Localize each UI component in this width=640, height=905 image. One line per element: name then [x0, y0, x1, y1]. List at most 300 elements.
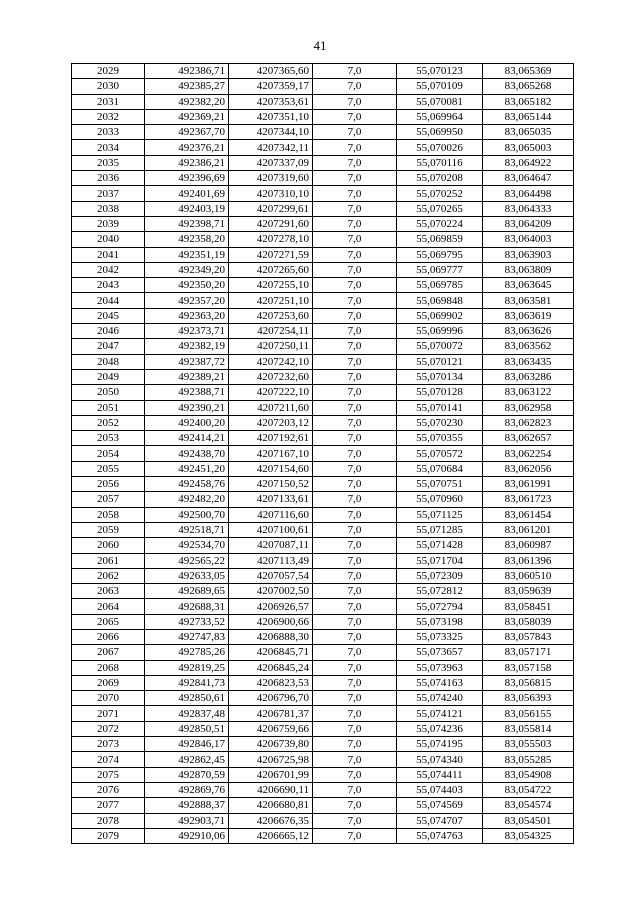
y-coordinate-cell: 4207365,60: [229, 64, 313, 79]
table-row: [72, 385, 574, 400]
height-cell: 7,0: [313, 354, 397, 369]
table-row: [72, 400, 574, 415]
point-number-cell: 2033: [72, 125, 145, 140]
longitude-cell: 83,065003: [483, 140, 574, 155]
latitude-cell: 55,073657: [397, 645, 483, 660]
x-coordinate-cell: 492398,71: [145, 216, 229, 231]
point-number-cell: 2044: [72, 293, 145, 308]
table-row: [72, 354, 574, 369]
longitude-cell: 83,065144: [483, 109, 574, 124]
longitude-cell: 83,057158: [483, 660, 574, 675]
y-coordinate-cell: 4207265,60: [229, 262, 313, 277]
height-cell: 7,0: [313, 64, 397, 79]
point-number-cell: 2057: [72, 492, 145, 507]
longitude-cell: 83,064498: [483, 186, 574, 201]
y-coordinate-cell: 4207250,11: [229, 339, 313, 354]
point-number-cell: 2052: [72, 415, 145, 430]
y-coordinate-cell: 4206845,71: [229, 645, 313, 660]
height-cell: 7,0: [313, 308, 397, 323]
x-coordinate-cell: 492351,19: [145, 247, 229, 262]
table-row: [72, 155, 574, 170]
longitude-cell: 83,064922: [483, 155, 574, 170]
y-coordinate-cell: 4207271,59: [229, 247, 313, 262]
y-coordinate-cell: 4207291,60: [229, 216, 313, 231]
y-coordinate-cell: 4207342,11: [229, 140, 313, 155]
table-row: [72, 278, 574, 293]
table-row: [72, 629, 574, 644]
page-number: 41: [313, 38, 327, 53]
longitude-cell: 83,063122: [483, 385, 574, 400]
latitude-cell: 55,069777: [397, 262, 483, 277]
point-number-cell: 2070: [72, 691, 145, 706]
point-number-cell: 2035: [72, 155, 145, 170]
x-coordinate-cell: 492376,21: [145, 140, 229, 155]
height-cell: 7,0: [313, 782, 397, 797]
height-cell: 7,0: [313, 767, 397, 782]
table-row: [72, 813, 574, 828]
point-number-cell: 2046: [72, 324, 145, 339]
x-coordinate-cell: 492401,69: [145, 186, 229, 201]
point-number-cell: 2031: [72, 94, 145, 109]
table-row: [72, 782, 574, 797]
table-row: [72, 232, 574, 247]
y-coordinate-cell: 4207167,10: [229, 446, 313, 461]
height-cell: 7,0: [313, 660, 397, 675]
table-row: [72, 507, 574, 522]
x-coordinate-cell: 492689,65: [145, 584, 229, 599]
y-coordinate-cell: 4207351,10: [229, 109, 313, 124]
latitude-cell: 55,073325: [397, 629, 483, 644]
y-coordinate-cell: 4206725,98: [229, 752, 313, 767]
y-coordinate-cell: 4207100,61: [229, 522, 313, 537]
table-row: [72, 522, 574, 537]
table-row: [72, 538, 574, 553]
x-coordinate-cell: 492382,20: [145, 94, 229, 109]
x-coordinate-cell: 492518,71: [145, 522, 229, 537]
point-number-cell: 2030: [72, 79, 145, 94]
table-row: [72, 216, 574, 231]
latitude-cell: 55,073963: [397, 660, 483, 675]
y-coordinate-cell: 4207154,60: [229, 461, 313, 476]
table-row: [72, 691, 574, 706]
x-coordinate-cell: 492862,45: [145, 752, 229, 767]
y-coordinate-cell: 4207337,09: [229, 155, 313, 170]
latitude-cell: 55,073198: [397, 614, 483, 629]
y-coordinate-cell: 4207254,11: [229, 324, 313, 339]
longitude-cell: 83,063581: [483, 293, 574, 308]
point-number-cell: 2053: [72, 431, 145, 446]
point-number-cell: 2078: [72, 813, 145, 828]
height-cell: 7,0: [313, 109, 397, 124]
y-coordinate-cell: 4207299,61: [229, 201, 313, 216]
point-number-cell: 2056: [72, 477, 145, 492]
height-cell: 7,0: [313, 706, 397, 721]
latitude-cell: 55,070026: [397, 140, 483, 155]
point-number-cell: 2065: [72, 614, 145, 629]
point-number-cell: 2029: [72, 64, 145, 79]
height-cell: 7,0: [313, 568, 397, 583]
latitude-cell: 55,070109: [397, 79, 483, 94]
x-coordinate-cell: 492747,83: [145, 629, 229, 644]
latitude-cell: 55,074163: [397, 675, 483, 690]
longitude-cell: 83,055285: [483, 752, 574, 767]
longitude-cell: 83,054908: [483, 767, 574, 782]
table-row: [72, 706, 574, 721]
table-row: [72, 369, 574, 384]
table-row: [72, 737, 574, 752]
x-coordinate-cell: 492438,70: [145, 446, 229, 461]
y-coordinate-cell: 4207251,10: [229, 293, 313, 308]
table-row: [72, 767, 574, 782]
table-row: [72, 94, 574, 109]
table-row: [72, 308, 574, 323]
y-coordinate-cell: 4206739,80: [229, 737, 313, 752]
height-cell: 7,0: [313, 201, 397, 216]
x-coordinate-cell: 492846,17: [145, 737, 229, 752]
y-coordinate-cell: 4206888,30: [229, 629, 313, 644]
latitude-cell: 55,074403: [397, 782, 483, 797]
latitude-cell: 55,070355: [397, 431, 483, 446]
height-cell: 7,0: [313, 431, 397, 446]
x-coordinate-cell: 492910,06: [145, 828, 229, 843]
point-number-cell: 2075: [72, 767, 145, 782]
latitude-cell: 55,072812: [397, 584, 483, 599]
height-cell: 7,0: [313, 171, 397, 186]
x-coordinate-cell: 492819,25: [145, 660, 229, 675]
table-row: [72, 247, 574, 262]
latitude-cell: 55,074763: [397, 828, 483, 843]
height-cell: 7,0: [313, 186, 397, 201]
latitude-cell: 55,070128: [397, 385, 483, 400]
longitude-cell: 83,062657: [483, 431, 574, 446]
x-coordinate-cell: 492869,76: [145, 782, 229, 797]
latitude-cell: 55,070134: [397, 369, 483, 384]
table-row: [72, 262, 574, 277]
longitude-cell: 83,064333: [483, 201, 574, 216]
point-number-cell: 2037: [72, 186, 145, 201]
latitude-cell: 55,069848: [397, 293, 483, 308]
point-number-cell: 2067: [72, 645, 145, 660]
longitude-cell: 83,063903: [483, 247, 574, 262]
table-row: [72, 201, 574, 216]
longitude-cell: 83,063645: [483, 278, 574, 293]
y-coordinate-cell: 4207211,60: [229, 400, 313, 415]
longitude-cell: 83,063435: [483, 354, 574, 369]
x-coordinate-cell: 492850,51: [145, 721, 229, 736]
latitude-cell: 55,070684: [397, 461, 483, 476]
height-cell: 7,0: [313, 232, 397, 247]
table-row: [72, 431, 574, 446]
height-cell: 7,0: [313, 599, 397, 614]
point-number-cell: 2054: [72, 446, 145, 461]
longitude-cell: 83,056393: [483, 691, 574, 706]
y-coordinate-cell: 4207253,60: [229, 308, 313, 323]
point-number-cell: 2063: [72, 584, 145, 599]
x-coordinate-cell: 492888,37: [145, 798, 229, 813]
table-row: [72, 660, 574, 675]
latitude-cell: 55,071125: [397, 507, 483, 522]
longitude-cell: 83,064647: [483, 171, 574, 186]
table-row: [72, 584, 574, 599]
x-coordinate-cell: 492688,31: [145, 599, 229, 614]
x-coordinate-cell: 492387,72: [145, 354, 229, 369]
point-number-cell: 2055: [72, 461, 145, 476]
x-coordinate-cell: 492400,20: [145, 415, 229, 430]
x-coordinate-cell: 492357,20: [145, 293, 229, 308]
longitude-cell: 83,055814: [483, 721, 574, 736]
longitude-cell: 83,060987: [483, 538, 574, 553]
height-cell: 7,0: [313, 675, 397, 690]
point-number-cell: 2073: [72, 737, 145, 752]
x-coordinate-cell: 492386,71: [145, 64, 229, 79]
latitude-cell: 55,074240: [397, 691, 483, 706]
latitude-cell: 55,071285: [397, 522, 483, 537]
table-row: [72, 125, 574, 140]
height-cell: 7,0: [313, 828, 397, 843]
point-number-cell: 2034: [72, 140, 145, 155]
x-coordinate-cell: 492363,20: [145, 308, 229, 323]
point-number-cell: 2060: [72, 538, 145, 553]
y-coordinate-cell: 4206845,24: [229, 660, 313, 675]
latitude-cell: 55,070230: [397, 415, 483, 430]
table-row: [72, 599, 574, 614]
latitude-cell: 55,072794: [397, 599, 483, 614]
table-row: [72, 171, 574, 186]
table-row: [72, 324, 574, 339]
latitude-cell: 55,070208: [397, 171, 483, 186]
height-cell: 7,0: [313, 721, 397, 736]
longitude-cell: 83,054325: [483, 828, 574, 843]
height-cell: 7,0: [313, 629, 397, 644]
y-coordinate-cell: 4207133,61: [229, 492, 313, 507]
x-coordinate-cell: 492565,22: [145, 553, 229, 568]
table-row: [72, 614, 574, 629]
height-cell: 7,0: [313, 155, 397, 170]
table-row: [72, 140, 574, 155]
latitude-cell: 55,070252: [397, 186, 483, 201]
latitude-cell: 55,070960: [397, 492, 483, 507]
point-number-cell: 2039: [72, 216, 145, 231]
latitude-cell: 55,071704: [397, 553, 483, 568]
y-coordinate-cell: 4206796,70: [229, 691, 313, 706]
point-number-cell: 2048: [72, 354, 145, 369]
longitude-cell: 83,061396: [483, 553, 574, 568]
y-coordinate-cell: 4207192,61: [229, 431, 313, 446]
longitude-cell: 83,058039: [483, 614, 574, 629]
latitude-cell: 55,074569: [397, 798, 483, 813]
longitude-cell: 83,057171: [483, 645, 574, 660]
longitude-cell: 83,065182: [483, 94, 574, 109]
y-coordinate-cell: 4207002,50: [229, 584, 313, 599]
table-row: [72, 109, 574, 124]
table-row: [72, 675, 574, 690]
point-number-cell: 2042: [72, 262, 145, 277]
longitude-cell: 83,062056: [483, 461, 574, 476]
table-row: [72, 492, 574, 507]
y-coordinate-cell: 4207310,10: [229, 186, 313, 201]
height-cell: 7,0: [313, 538, 397, 553]
y-coordinate-cell: 4207232,60: [229, 369, 313, 384]
longitude-cell: 83,058451: [483, 599, 574, 614]
height-cell: 7,0: [313, 293, 397, 308]
height-cell: 7,0: [313, 216, 397, 231]
longitude-cell: 83,063286: [483, 369, 574, 384]
table-row: [72, 752, 574, 767]
y-coordinate-cell: 4207057,54: [229, 568, 313, 583]
table-row: [72, 186, 574, 201]
y-coordinate-cell: 4207087,11: [229, 538, 313, 553]
table-row: [72, 645, 574, 660]
table-row: [72, 568, 574, 583]
latitude-cell: 55,070121: [397, 354, 483, 369]
latitude-cell: 55,069795: [397, 247, 483, 262]
point-number-cell: 2077: [72, 798, 145, 813]
longitude-cell: 83,061991: [483, 477, 574, 492]
table-row: [72, 79, 574, 94]
y-coordinate-cell: 4207116,60: [229, 507, 313, 522]
longitude-cell: 83,061723: [483, 492, 574, 507]
height-cell: 7,0: [313, 369, 397, 384]
y-coordinate-cell: 4207255,10: [229, 278, 313, 293]
height-cell: 7,0: [313, 798, 397, 813]
height-cell: 7,0: [313, 645, 397, 660]
latitude-cell: 55,069859: [397, 232, 483, 247]
latitude-cell: 55,070751: [397, 477, 483, 492]
x-coordinate-cell: 492369,21: [145, 109, 229, 124]
height-cell: 7,0: [313, 278, 397, 293]
height-cell: 7,0: [313, 477, 397, 492]
x-coordinate-cell: 492837,48: [145, 706, 229, 721]
point-number-cell: 2040: [72, 232, 145, 247]
point-number-cell: 2066: [72, 629, 145, 644]
longitude-cell: 83,059639: [483, 584, 574, 599]
longitude-cell: 83,054574: [483, 798, 574, 813]
y-coordinate-cell: 4206900,66: [229, 614, 313, 629]
y-coordinate-cell: 4206676,35: [229, 813, 313, 828]
longitude-cell: 83,063809: [483, 262, 574, 277]
x-coordinate-cell: 492500,70: [145, 507, 229, 522]
longitude-cell: 83,057843: [483, 629, 574, 644]
x-coordinate-cell: 492534,70: [145, 538, 229, 553]
point-number-cell: 2045: [72, 308, 145, 323]
x-coordinate-cell: 492841,73: [145, 675, 229, 690]
height-cell: 7,0: [313, 813, 397, 828]
table-row: [72, 798, 574, 813]
table-row: [72, 446, 574, 461]
height-cell: 7,0: [313, 446, 397, 461]
table-row: [72, 553, 574, 568]
longitude-cell: 83,065035: [483, 125, 574, 140]
latitude-cell: 55,074195: [397, 737, 483, 752]
x-coordinate-cell: 492451,20: [145, 461, 229, 476]
height-cell: 7,0: [313, 247, 397, 262]
latitude-cell: 55,074707: [397, 813, 483, 828]
point-number-cell: 2049: [72, 369, 145, 384]
y-coordinate-cell: 4206759,66: [229, 721, 313, 736]
x-coordinate-cell: 492390,21: [145, 400, 229, 415]
longitude-cell: 83,063562: [483, 339, 574, 354]
latitude-cell: 55,069950: [397, 125, 483, 140]
point-number-cell: 2061: [72, 553, 145, 568]
longitude-cell: 83,056815: [483, 675, 574, 690]
y-coordinate-cell: 4206690,11: [229, 782, 313, 797]
y-coordinate-cell: 4207359,17: [229, 79, 313, 94]
latitude-cell: 55,074340: [397, 752, 483, 767]
point-number-cell: 2079: [72, 828, 145, 843]
point-number-cell: 2050: [72, 385, 145, 400]
x-coordinate-cell: 492903,71: [145, 813, 229, 828]
longitude-cell: 83,063619: [483, 308, 574, 323]
table-body: [72, 64, 574, 844]
point-number-cell: 2047: [72, 339, 145, 354]
height-cell: 7,0: [313, 507, 397, 522]
longitude-cell: 83,064209: [483, 216, 574, 231]
longitude-cell: 83,063626: [483, 324, 574, 339]
y-coordinate-cell: 4207344,10: [229, 125, 313, 140]
longitude-cell: 83,054501: [483, 813, 574, 828]
y-coordinate-cell: 4206781,37: [229, 706, 313, 721]
longitude-cell: 83,054722: [483, 782, 574, 797]
latitude-cell: 55,069785: [397, 278, 483, 293]
height-cell: 7,0: [313, 415, 397, 430]
x-coordinate-cell: 492458,76: [145, 477, 229, 492]
table-row: [72, 828, 574, 843]
x-coordinate-cell: 492396,69: [145, 171, 229, 186]
x-coordinate-cell: 492482,20: [145, 492, 229, 507]
point-number-cell: 2072: [72, 721, 145, 736]
latitude-cell: 55,070116: [397, 155, 483, 170]
table-row: [72, 339, 574, 354]
height-cell: 7,0: [313, 614, 397, 629]
x-coordinate-cell: 492785,26: [145, 645, 229, 660]
latitude-cell: 55,070224: [397, 216, 483, 231]
y-coordinate-cell: 4206701,99: [229, 767, 313, 782]
y-coordinate-cell: 4207150,52: [229, 477, 313, 492]
height-cell: 7,0: [313, 125, 397, 140]
latitude-cell: 55,070081: [397, 94, 483, 109]
point-number-cell: 2041: [72, 247, 145, 262]
height-cell: 7,0: [313, 752, 397, 767]
x-coordinate-cell: 492733,52: [145, 614, 229, 629]
table-row: [72, 477, 574, 492]
longitude-cell: 83,064003: [483, 232, 574, 247]
latitude-cell: 55,074121: [397, 706, 483, 721]
x-coordinate-cell: 492350,20: [145, 278, 229, 293]
latitude-cell: 55,069964: [397, 109, 483, 124]
longitude-cell: 83,061201: [483, 522, 574, 537]
x-coordinate-cell: 492850,61: [145, 691, 229, 706]
y-coordinate-cell: 4207113,49: [229, 553, 313, 568]
point-number-cell: 2068: [72, 660, 145, 675]
table-row: [72, 461, 574, 476]
coordinates-table: [71, 63, 574, 844]
y-coordinate-cell: 4206926,57: [229, 599, 313, 614]
x-coordinate-cell: 492367,70: [145, 125, 229, 140]
y-coordinate-cell: 4206665,12: [229, 828, 313, 843]
height-cell: 7,0: [313, 94, 397, 109]
latitude-cell: 55,069996: [397, 324, 483, 339]
x-coordinate-cell: 492358,20: [145, 232, 229, 247]
latitude-cell: 55,072309: [397, 568, 483, 583]
y-coordinate-cell: 4206680,81: [229, 798, 313, 813]
point-number-cell: 2043: [72, 278, 145, 293]
latitude-cell: 55,070123: [397, 64, 483, 79]
longitude-cell: 83,062254: [483, 446, 574, 461]
latitude-cell: 55,070072: [397, 339, 483, 354]
latitude-cell: 55,070572: [397, 446, 483, 461]
latitude-cell: 55,070141: [397, 400, 483, 415]
point-number-cell: 2038: [72, 201, 145, 216]
